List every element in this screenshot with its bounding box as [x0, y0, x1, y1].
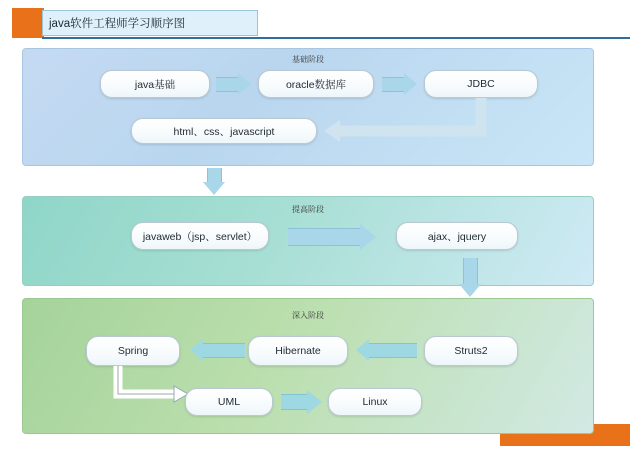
node-hibernate[interactable]	[248, 336, 348, 366]
node-html-css-javascript[interactable]	[131, 118, 317, 144]
arrow-java-basics-to-oracle	[216, 73, 251, 95]
node-java-basics[interactable]	[100, 70, 210, 98]
page-title-text: java软件工程师学习顺序图	[49, 18, 186, 30]
arrow-basic-to-improve	[203, 168, 225, 195]
node-struts2-label: Struts2	[454, 345, 488, 357]
stage-label-basic: 基础阶段	[292, 55, 324, 64]
node-spring[interactable]	[86, 336, 180, 366]
node-struts2[interactable]	[424, 336, 518, 366]
node-linux[interactable]	[328, 388, 422, 416]
node-javaweb-label: javaweb（jsp、servlet）	[142, 230, 258, 243]
page-title	[42, 10, 258, 36]
title-divider	[42, 37, 630, 39]
node-spring-label: Spring	[117, 345, 149, 357]
node-oracle-db[interactable]	[258, 70, 374, 98]
node-jdbc[interactable]	[424, 70, 538, 98]
node-linux-label: Linux	[362, 396, 388, 408]
arrow-hibernate-to-spring	[190, 339, 245, 361]
arrow-improve-to-deep	[459, 258, 481, 297]
node-oracle-db-label: oracle数据库	[285, 78, 347, 91]
node-ajax-jquery[interactable]	[396, 222, 518, 250]
node-uml-label: UML	[217, 396, 241, 408]
node-ajax-jquery-label: ajax、jquery	[427, 230, 487, 243]
arrow-jdbc-to-html-css-javascript	[318, 98, 488, 148]
arrow-javaweb-to-ajax-jquery	[288, 224, 376, 250]
node-hibernate-label: Hibernate	[275, 345, 321, 357]
node-java-basics-label: java基础	[134, 78, 176, 91]
node-uml[interactable]	[185, 388, 273, 416]
node-javaweb[interactable]	[131, 222, 269, 250]
arrow-oracle-to-jdbc	[382, 73, 417, 95]
node-html-css-javascript-label: html、css、javascript	[173, 125, 275, 138]
arrow-uml-to-linux	[281, 390, 322, 414]
stage-panel-basic	[22, 48, 594, 166]
stage-label-deep: 深入阶段	[292, 311, 324, 320]
stage-label-improve: 提高阶段	[292, 205, 324, 214]
decorative-corner-bar-top-left	[12, 8, 44, 38]
arrow-struts2-to-hibernate	[356, 339, 417, 361]
node-jdbc-label: JDBC	[467, 78, 495, 90]
